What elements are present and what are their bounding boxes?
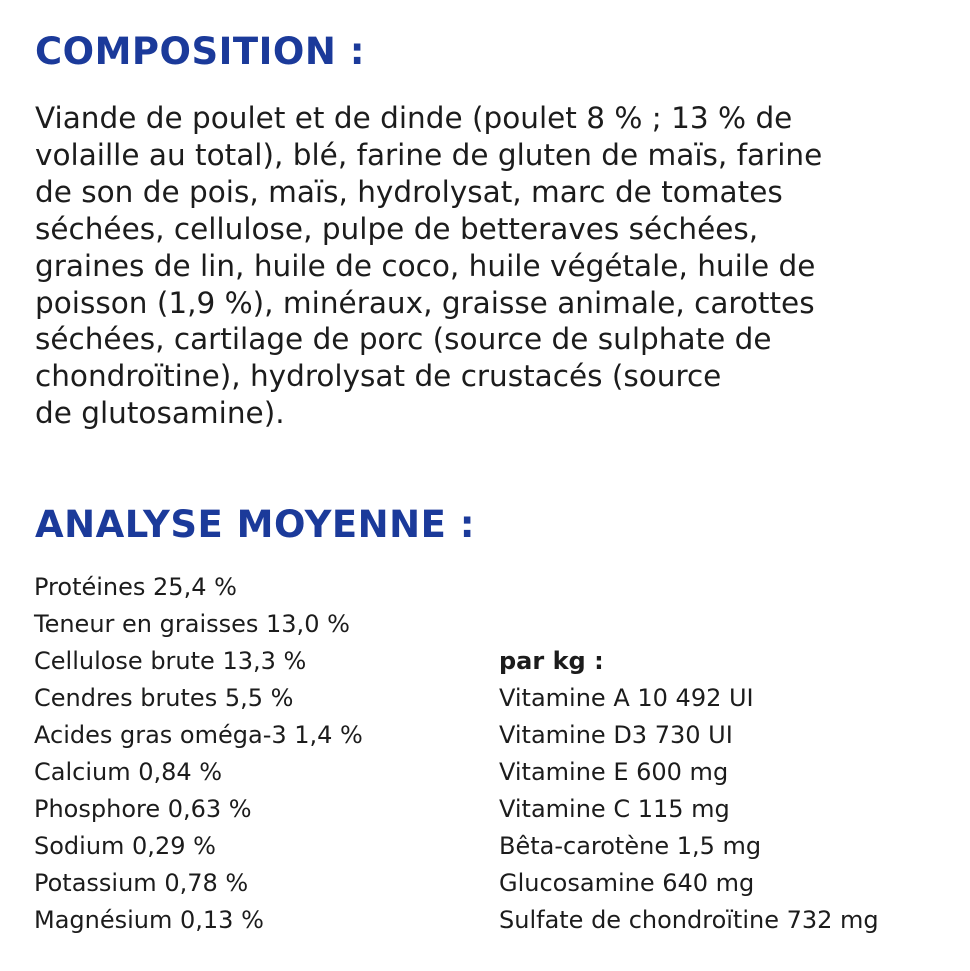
constituent-item: Magnésium 0,13 % bbox=[34, 906, 264, 934]
composition-line: poisson (1,9 %), minéraux, graisse animale, carottes bbox=[35, 285, 815, 320]
constituent-item: Acides gras oméga-3 1,4 % bbox=[34, 721, 363, 749]
composition-line: de son de pois, maïs, hydrolysat, marc de tomates bbox=[35, 174, 783, 209]
constituent-item: Cellulose brute 13,3 % bbox=[34, 647, 307, 675]
additive-item: Vitamine E 600 mg bbox=[499, 758, 729, 786]
constituents-list bbox=[34, 569, 363, 939]
constituent-item: Potassium 0,78 % bbox=[34, 869, 249, 897]
composition-line: Viande de poulet et de dinde (poulet 8 % ; 13 % de bbox=[35, 101, 793, 135]
analyse-heading: ANALYSE MOYENNE : bbox=[35, 503, 476, 546]
constituent-item: Cendres brutes 5,5 % bbox=[34, 684, 294, 712]
per-kg-label: par kg : bbox=[499, 647, 604, 675]
composition-line: séchées, cellulose, pulpe de betteraves séchées, bbox=[35, 211, 759, 246]
constituent-item: Protéines 25,4 % bbox=[34, 573, 237, 601]
constituent-item: Sodium 0,29 % bbox=[34, 832, 216, 860]
additive-item: Sulfate de chondroïtine 732 mg bbox=[499, 906, 879, 934]
per-kg-list bbox=[499, 643, 879, 939]
constituent-item: Phosphore 0,63 % bbox=[34, 795, 252, 823]
additive-item: Glucosamine 640 mg bbox=[499, 869, 755, 897]
composition-line: de glutosamine). bbox=[35, 396, 285, 431]
constituent-item: Calcium 0,84 % bbox=[34, 758, 223, 786]
composition-line: séchées, cartilage de porc (source de sulphate de bbox=[35, 322, 772, 357]
composition-line: graines de lin, huile de coco, huile végétale, huile de bbox=[35, 248, 816, 283]
composition-line: chondroïtine), hydrolysat de crustacés (source bbox=[35, 359, 722, 394]
constituent-item: Teneur en graisses 13,0 % bbox=[34, 610, 350, 638]
additive-item: Vitamine D3 730 UI bbox=[499, 721, 733, 749]
composition-line: volaille au total), blé, farine de gluten de maïs, farine bbox=[35, 137, 823, 172]
additive-item: Bêta-carotène 1,5 mg bbox=[499, 832, 762, 860]
additive-item: Vitamine C 115 mg bbox=[499, 795, 730, 823]
composition-heading: COMPOSITION : bbox=[35, 30, 366, 73]
composition-text bbox=[35, 100, 960, 432]
additive-item: Vitamine A 10 492 UI bbox=[499, 684, 754, 712]
